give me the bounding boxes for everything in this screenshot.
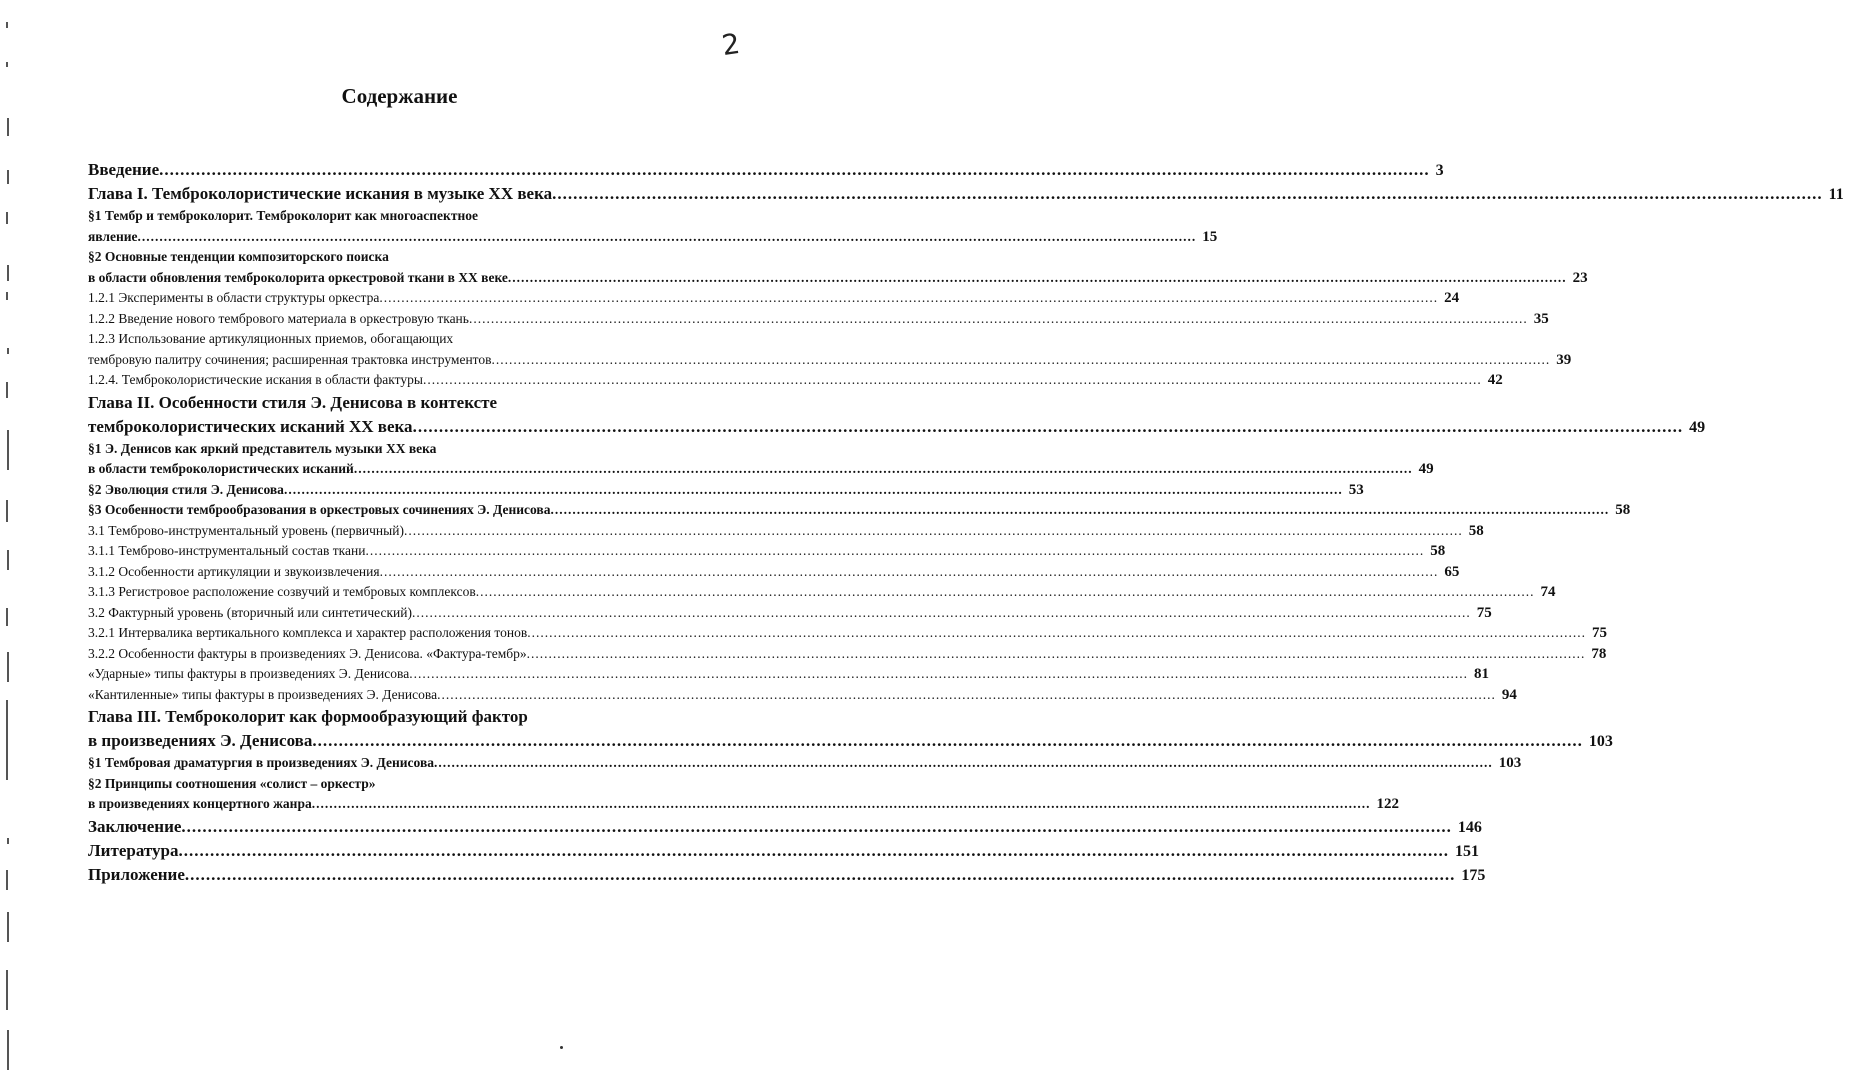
toc-leader-dots	[404, 521, 1463, 542]
toc-leader-dots	[413, 415, 1684, 439]
toc-page-number: 74	[1540, 584, 1556, 600]
toc-entry-text: в произведениях Э. Денисова	[88, 731, 313, 750]
toc-entry-text: 3.1.3 Регистровое расположение созвучий и тембровых комплексов	[88, 584, 476, 599]
scan-speck	[560, 1046, 563, 1049]
toc-entry-text: в произведениях концертного жанра	[88, 796, 312, 811]
page-title: Содержание	[341, 84, 458, 108]
toc-entry-text: §2 Эволюция стиля Э. Денисова	[88, 481, 284, 497]
toc-page-number: 151	[1454, 842, 1479, 860]
toc-entry-text: Глава II. Особенности стиля Э. Денисова в контексте	[88, 392, 498, 412]
toc-entry-text: 3.2 Фактурный уровень (вторичный или синтетический)	[88, 604, 412, 620]
toc-page-number: 15	[1202, 228, 1218, 245]
toc-entry	[88, 774, 1399, 815]
toc-entry-text: 3.2.2 Особенности фактуры в произведениях Э. Денисова. «Фактура-тембр»	[88, 645, 527, 661]
toc-leader-dots	[527, 623, 1586, 644]
toc-entry-text: темброколористических исканий ХХ века	[88, 416, 413, 436]
toc-entry	[88, 521, 1484, 542]
scan-margin-marks	[0, 0, 20, 1088]
toc-entry	[88, 623, 1607, 644]
toc-leader-dots	[312, 729, 1583, 753]
toc-page-number: 49	[1689, 418, 1706, 436]
toc-leader-dots	[527, 644, 1586, 665]
toc-entry	[88, 541, 1446, 562]
toc-entry	[88, 705, 1613, 753]
toc-leader-dots	[508, 268, 1567, 289]
toc-entry	[88, 247, 1588, 288]
toc-leader-dots	[492, 350, 1551, 371]
toc-entry-text: в области обновления темброколорита оркестровой ткани в ХХ веке	[88, 269, 508, 285]
toc-leader-dots	[159, 158, 1430, 182]
toc-entry	[88, 685, 1517, 706]
toc-leader-dots	[185, 863, 1456, 887]
toc-entry	[88, 562, 1460, 583]
toc-entry	[88, 329, 1572, 370]
toc-entry-text: Глава III. Темброколорит как формообразующий фактор	[88, 707, 528, 726]
toc-entry	[88, 664, 1489, 685]
toc-page-number: 58	[1430, 543, 1446, 559]
toc-page-number: 78	[1591, 645, 1607, 662]
toc-page-number: 39	[1556, 351, 1572, 368]
toc-leader-dots	[380, 562, 1439, 583]
toc-page-number: 23	[1572, 269, 1588, 286]
toc-entry	[88, 206, 1218, 247]
toc-entry	[88, 500, 1631, 521]
toc-leader-dots	[437, 685, 1496, 706]
toc-entry-text: §2 Основные тенденции композиторского поиска	[88, 249, 389, 264]
toc-page-number: 24	[1444, 290, 1460, 306]
toc-entry	[88, 439, 1434, 480]
toc-entry-text: §1 Тембр и темброколорит. Темброколорит как многоаспектное	[88, 208, 478, 223]
toc-page-number: 75	[1591, 625, 1607, 641]
toc-leader-dots	[138, 227, 1197, 248]
toc-leader-dots	[412, 603, 1471, 624]
toc-leader-dots	[178, 839, 1449, 863]
toc-page-number: 65	[1444, 563, 1460, 580]
toc-entry	[88, 815, 1482, 839]
toc-page-number: 42	[1487, 372, 1503, 388]
toc-page-number: 75	[1476, 604, 1492, 621]
toc-entry-text: §2 Принципы соотношения «солист – оркестр»	[88, 775, 376, 791]
toc-entry-text: Литература	[88, 840, 179, 860]
toc-page-number: 35	[1533, 310, 1549, 327]
toc-entry	[88, 839, 1479, 863]
toc-entry-text: в области темброколористических исканий	[88, 461, 354, 476]
handwritten-page-number: 2	[719, 26, 743, 63]
toc-entry	[88, 603, 1492, 624]
toc-page-number: 49	[1418, 461, 1434, 477]
toc-entry	[88, 753, 1522, 774]
toc-entry-text: 1.2.2 Введение нового тембрового материала в оркестровую ткань	[88, 310, 469, 326]
toc-page-number: 94	[1501, 686, 1517, 703]
toc-entry-text: Приложение	[88, 864, 185, 884]
toc-leader-dots	[423, 370, 1482, 391]
toc-entry-text: явление	[88, 228, 138, 244]
toc-leader-dots	[469, 309, 1528, 330]
toc-page-number: 175	[1461, 866, 1486, 884]
toc-entry-text: §1 Тембровая драматургия в произведениях Э. Денисова	[88, 755, 435, 770]
toc-entry-text: тембровую палитру сочинения; расширенная трактовка инструментов	[88, 351, 492, 367]
toc-leader-dots	[181, 815, 1452, 839]
toc-entry-text: Введение	[88, 160, 160, 179]
toc-page-number: 3	[1435, 162, 1444, 179]
toc-page-number: 58	[1615, 502, 1631, 518]
toc-leader-dots	[409, 664, 1468, 685]
toc-page-number: 103	[1588, 733, 1613, 750]
toc-entry	[88, 370, 1503, 391]
toc-leader-dots	[312, 794, 1371, 815]
toc-entry-text: 3.2.1 Интервалика вертикального комплекса и характер расположения тонов	[88, 625, 528, 640]
toc-entry	[88, 863, 1486, 887]
toc-entry-text: 3.1.2 Особенности артикуляции и звукоизвлечения	[88, 563, 380, 579]
toc-page-number: 53	[1348, 481, 1364, 498]
toc-leader-dots	[434, 753, 1493, 774]
toc-leader-dots	[379, 288, 1438, 309]
toc-entry	[88, 480, 1364, 501]
table-of-contents	[88, 158, 1844, 887]
toc-leader-dots	[354, 459, 1413, 480]
toc-page-number: 146	[1457, 818, 1482, 836]
toc-page-number: 58	[1468, 522, 1484, 539]
toc-entry-text: 1.2.3 Использование артикуляционных приемов, обогащающих	[88, 331, 454, 346]
toc-entry-text: «Кантиленные» типы фактуры в произведениях Э. Денисова	[88, 686, 438, 702]
toc-leader-dots	[476, 582, 1535, 603]
toc-leader-dots	[284, 480, 1343, 501]
toc-leader-dots	[550, 500, 1609, 521]
toc-leader-dots	[552, 182, 1823, 206]
toc-entry-text: Глава I. Темброколористические искания в музыке ХХ века	[88, 184, 553, 203]
toc-entry-text: 1.2.1 Эксперименты в области структуры оркестра	[88, 290, 380, 305]
toc-entry	[88, 644, 1607, 665]
toc-page-number: 122	[1376, 796, 1399, 812]
toc-page-number: 81	[1473, 666, 1489, 682]
toc-leader-dots	[365, 541, 1424, 562]
toc-entry-text: 1.2.4. Темброколористические искания в области фактуры	[88, 372, 423, 387]
toc-entry	[88, 391, 1706, 439]
toc-entry-text: Заключение	[88, 816, 182, 836]
toc-entry	[88, 182, 1844, 206]
toc-entry	[88, 288, 1460, 309]
toc-entry	[88, 582, 1556, 603]
toc-entry-text: §3 Особенности темброобразования в оркестровых сочинениях Э. Денисова	[88, 502, 551, 517]
toc-page-number: 11	[1828, 186, 1844, 203]
toc-entry-text: §1 Э. Денисов как яркий представитель музыки ХХ века	[88, 440, 437, 456]
toc-entry-text: 3.1.1 Темброво-инструментальный состав ткани	[88, 543, 366, 558]
toc-page-number: 103	[1498, 755, 1522, 771]
toc-entry-text: 3.1 Темброво-инструментальный уровень (первичный)	[88, 522, 404, 538]
toc-entry	[88, 158, 1444, 182]
toc-entry-text: «Ударные» типы фактуры в произведениях Э. Денисова	[88, 666, 410, 681]
toc-entry	[88, 309, 1549, 330]
